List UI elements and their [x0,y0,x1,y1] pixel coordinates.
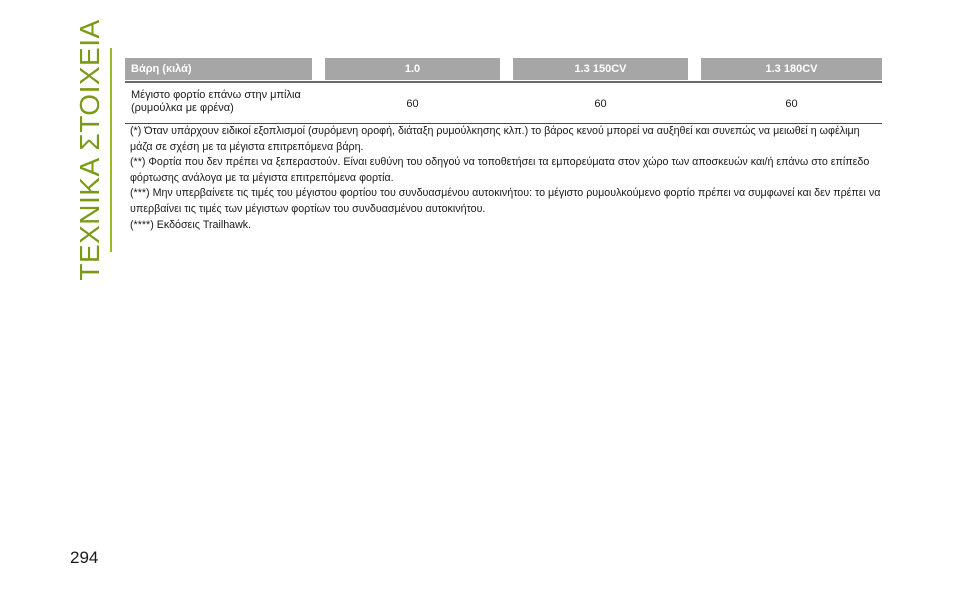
footnote: (****) Εκδόσεις Trailhawk. [130,218,252,231]
footnotes [130,124,882,233]
cell-value-1-3-180cv: 60 [785,97,798,110]
header-engine-1-0: 1.0 [325,58,500,80]
footnote: (*) Όταν υπάρχουν ειδικοί εξοπλισμοί (συρόμενη οροφή, διάταξη ρυμούλκησης κλπ.) το βάρος κενού μπορεί να αυξηθεί και συνεπώς να μειωθεί η ωφέλιμη μάζα σε σχέση με τα μέγιστα επιτρεπόμενα βάρη. [130,125,860,153]
row-label [125,89,312,119]
header-weights: Βάρη (κιλά) [125,58,312,80]
table-header [125,58,882,80]
chapter-divider [110,48,112,252]
row-label-line: Μέγιστο φορτίο επάνω στην μπίλια [131,89,301,101]
weights-table [125,58,882,124]
chapter-title [70,19,110,281]
table-row [125,83,882,119]
cell-value-1-0: 60 [406,97,419,110]
footnote: (***) Μην υπερβαίνετε τις τιμές του μέγιστου φορτίου του συνδυασμένου αυτοκινήτου: το μέγιστο ρυμουλκούμενο φορτίο πρέπει να συμφωνεί και δεν πρέπει να υπερβαίνει τις τιμές των μέγιστων φορτίων του συνδυασμένου αυτοκινήτου. [130,187,881,215]
row-label-line: (ρυμούλκα με φρένα) [131,102,234,114]
footnote: (**) Φορτία που δεν πρέπει να ξεπεραστούν. Είναι ευθύνη του οδηγού να τοποθετήσει τα εμπορεύματα στον χώρο των αποσκευών και/ή επάνω στο επίπεδο φόρτωσης ανάλογα με τα μέγιστα επιτρεπόμενα φορτία. [130,156,870,184]
header-engine-1-3-180cv: 1.3 180CV [701,58,882,80]
chapter-title-text: ΤΕΧΝΙΚΑ ΣΤΟΙΧΕΙΑ [74,19,105,281]
cell-value-1-3-150cv: 60 [594,97,607,110]
header-engine-1-3-150cv: 1.3 150CV [513,58,688,80]
page-number: 294 [70,548,99,567]
